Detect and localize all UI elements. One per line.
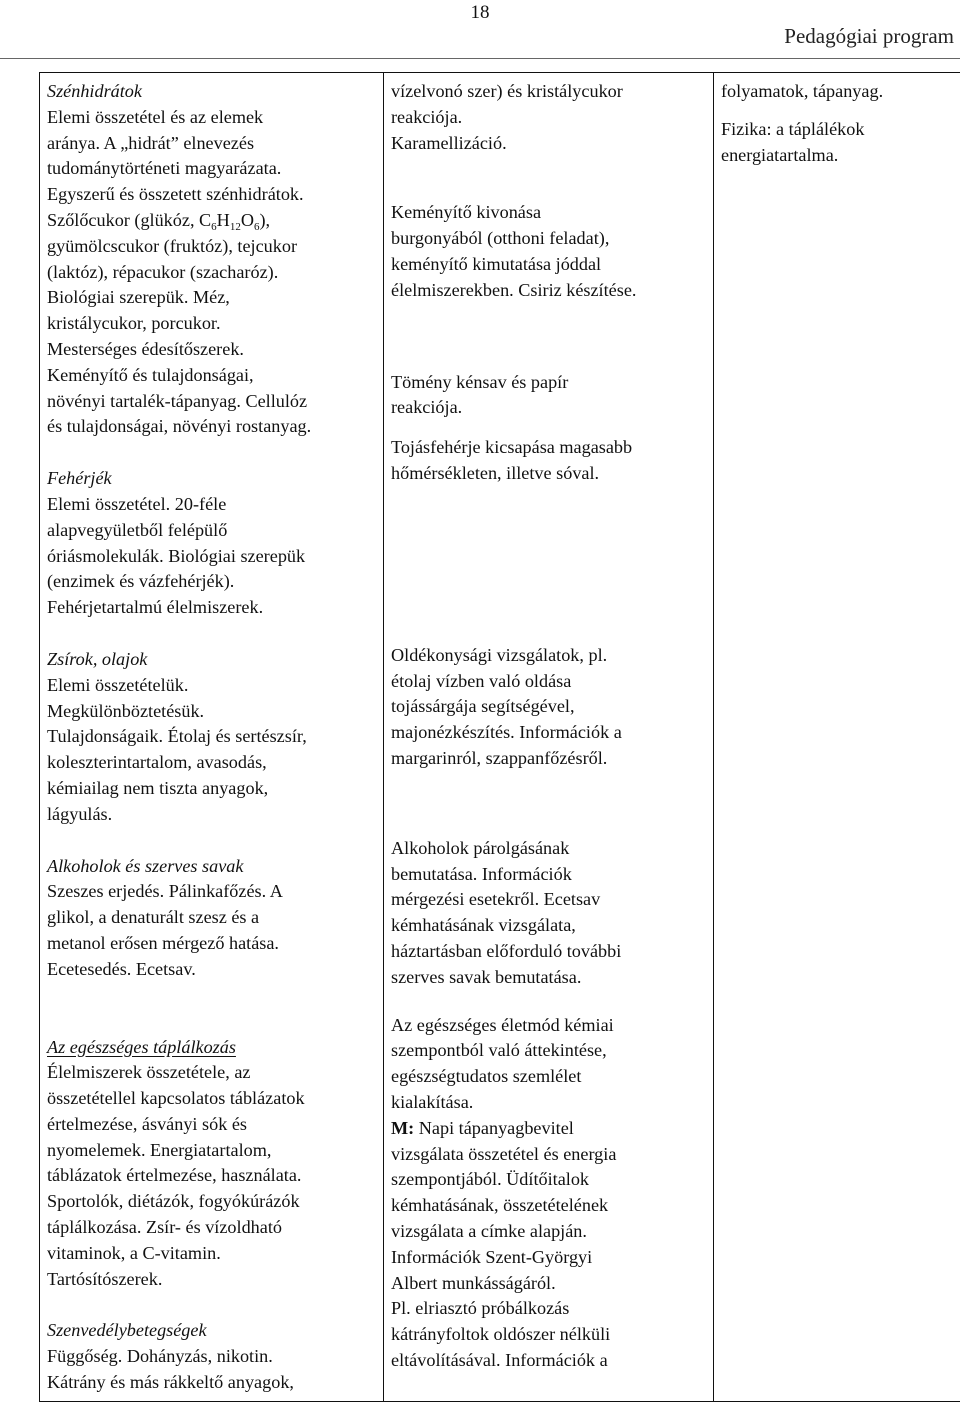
text-line: növényi tartalék-tápanyag. Cellulóz — [47, 390, 308, 411]
header-rule — [0, 58, 960, 59]
text-line: Tartósítószerek. — [47, 1268, 163, 1289]
text-line: kémhatásának, összetételének — [391, 1195, 609, 1216]
text-line: és tulajdonságai, növényi rostanyag. — [47, 416, 312, 437]
text-line: értelmezése, ásványi sók és — [47, 1113, 247, 1134]
text-line: Szeszes erjedés. Pálinkafőzés. A — [47, 881, 283, 902]
text-line: Kátrány és más rákkeltő anyagok, — [47, 1372, 294, 1393]
section-title: Szénhidrátok — [47, 81, 142, 101]
header-title: Pedagógiai program — [784, 24, 954, 48]
text-line: keményítő kimutatása jóddal — [391, 253, 602, 274]
text-line: Ecetesedés. Ecetsav. — [47, 958, 196, 979]
text-line: élelmiszerekben. Csiriz készítése. — [391, 279, 637, 300]
section-title: Zsírok, olajok — [47, 648, 148, 669]
activity-healthy-lifestyle — [391, 1013, 707, 1374]
text-line: (laktóz), répacukor (szacharóz). — [47, 261, 279, 282]
text-line: margarinról, szappanfőzésről. — [391, 747, 608, 768]
text-line: vízelvonó szer) és kristálycukor — [391, 81, 623, 101]
text-line: nyomelemek. Energiatartalom, — [47, 1139, 272, 1160]
text-line: burgonyából (otthoni feladat), — [391, 228, 610, 249]
section-title: Az egészséges táplálkozás — [47, 1036, 236, 1057]
text-line: folyamatok, tápanyag. — [721, 81, 884, 101]
text-line: szempontjából. Üdítőitalok — [391, 1169, 590, 1190]
text-line: vizsgálata a címke alapján. — [391, 1220, 587, 1241]
section-title: Fehérjék — [47, 468, 112, 489]
text-line: táblázatok értelmezése, használata. — [47, 1165, 302, 1186]
text-line: Elemi összetétel és az elemek — [47, 106, 264, 127]
text-line: energiatartalma. — [721, 144, 839, 165]
text-line: Biológiai szerepük. Méz, — [47, 287, 230, 308]
text-line: aránya. A „hidrát” elnevezés — [47, 132, 255, 153]
text-line: vitaminok, a C-vitamin. — [47, 1242, 221, 1263]
text-line: étolaj vízben való oldása — [391, 670, 572, 691]
text-line: reakciója. — [391, 397, 463, 418]
text-line: hőmérsékleten, illetve sóval. — [391, 462, 600, 483]
section-proteins — [47, 466, 377, 621]
content-column — [40, 73, 384, 1402]
text-line: Albert munkásságáról. — [391, 1272, 556, 1293]
activity-sulfuric-acid — [391, 370, 707, 422]
table-row — [40, 73, 960, 1402]
text-line: Fizika: a táplálékok — [721, 118, 865, 139]
text-line: M: Napi tápanyagbevitel — [391, 1117, 574, 1138]
text-line: Tojásfehérje kicsapása magasabb — [391, 437, 633, 458]
text-line: Alkoholok párolgásának — [391, 837, 570, 858]
text-line: reakciója. — [391, 106, 463, 127]
text-line: bemutatása. Információk — [391, 863, 572, 884]
text-line: kémhatásának vizsgálata, — [391, 915, 576, 936]
text-line: óriásmolekulák. Biológiai szerepük — [47, 545, 306, 566]
text-line: Megkülönböztetésük. — [47, 700, 205, 721]
curriculum-table — [39, 72, 960, 1402]
text-line: Keményítő és tulajdonságai, — [47, 364, 254, 385]
text-line: szempontból való áttekintése, — [391, 1040, 607, 1061]
text-line: Az egészséges életmód kémiai — [391, 1014, 614, 1035]
activities-column — [384, 73, 714, 1402]
section-healthy-nutrition — [47, 1035, 377, 1293]
text-line: tudománytörténeti magyarázata. — [47, 158, 282, 179]
text-line: Elemi összetételük. — [47, 674, 189, 695]
text-line: Tömény kénsav és papír — [391, 371, 569, 392]
text-line: eltávolításával. Információk a — [391, 1349, 608, 1370]
text-line: mérgezési esetekről. Ecetsav — [391, 889, 601, 910]
text-line: Keményítő kivonása — [391, 202, 542, 223]
section-title: Szenvedélybetegségek — [47, 1320, 207, 1341]
text-line: majonézkészítés. Információk a — [391, 722, 622, 743]
text-line: Élelmiszerek összetétele, az — [47, 1062, 251, 1083]
connections-column — [714, 73, 960, 1402]
section-addictions — [47, 1318, 377, 1395]
text-line: Tulajdonságaik. Étolaj és sertészsír, — [47, 726, 307, 747]
text-line: tojássárgája segítségével, — [391, 696, 575, 717]
text-line: (enzimek és vázfehérjék). — [47, 571, 235, 592]
text-line: kátrányfoltok oldószer nélküli — [391, 1324, 611, 1345]
text-line: kialakítása. — [391, 1091, 474, 1112]
text-line: Információk Szent-Györgyi — [391, 1246, 593, 1267]
text-line: Mesterséges édesítőszerek. — [47, 338, 244, 359]
text-line: alapvegyületből felépülő — [47, 519, 228, 540]
text-line: koleszterintartalom, avasodás, — [47, 752, 267, 773]
section-carbohydrates — [47, 79, 377, 440]
text-line: lágyulás. — [47, 803, 113, 824]
text-line: vizsgálata összetétel és energia — [391, 1143, 617, 1164]
text-line: Elemi összetétel. 20-féle — [47, 493, 227, 514]
page-number: 18 — [470, 2, 490, 23]
text-line-formula: Szőlőcukor (glükóz, $C_6H_{12}O_6$), — [47, 209, 271, 233]
text-line: Függőség. Dohányzás, nikotin. — [47, 1346, 273, 1367]
activity-solubility — [391, 643, 707, 772]
cross-curricular-notes — [721, 79, 960, 168]
text-line: Karamellizáció. — [391, 132, 507, 153]
text-line: háztartásban előforduló további — [391, 940, 622, 961]
text-line: táplálkozása. Zsír- és vízoldható — [47, 1217, 282, 1238]
activity-egg-white — [391, 435, 707, 487]
text-line: egészségtudatos szemlélet — [391, 1066, 582, 1087]
text-line: kristálycukor, porcukor. — [47, 313, 221, 334]
text-line: glikol, a denaturált szesz és a — [47, 907, 260, 928]
text-line: metanol erősen mérgező hatása. — [47, 932, 279, 953]
text-line: összetétellel kapcsolatos táblázatok — [47, 1088, 305, 1109]
section-title: Alkoholok és szerves savak — [47, 855, 244, 876]
activity-starch — [391, 200, 707, 303]
section-fats — [47, 647, 377, 828]
text-line: Sportolók, diétázók, fogyókúrázók — [47, 1191, 300, 1212]
text-line: szerves savak bemutatása. — [391, 966, 582, 987]
text-line: Fehérjetartalmú élelmiszerek. — [47, 597, 264, 618]
text-line: Egyszerű és összetett szénhidrátok. — [47, 184, 304, 205]
section-alcohols — [47, 854, 377, 983]
activity-caramelization — [391, 79, 707, 156]
text-line: gyümölcscukor (fruktóz), tejcukor — [47, 235, 297, 256]
text-line: kémiailag nem tiszta anyagok, — [47, 777, 269, 798]
activity-alcohols — [391, 836, 707, 991]
text-line: Pl. elriasztó próbálkozás — [391, 1298, 570, 1319]
text-line: Oldékonysági vizsgálatok, pl. — [391, 644, 608, 665]
